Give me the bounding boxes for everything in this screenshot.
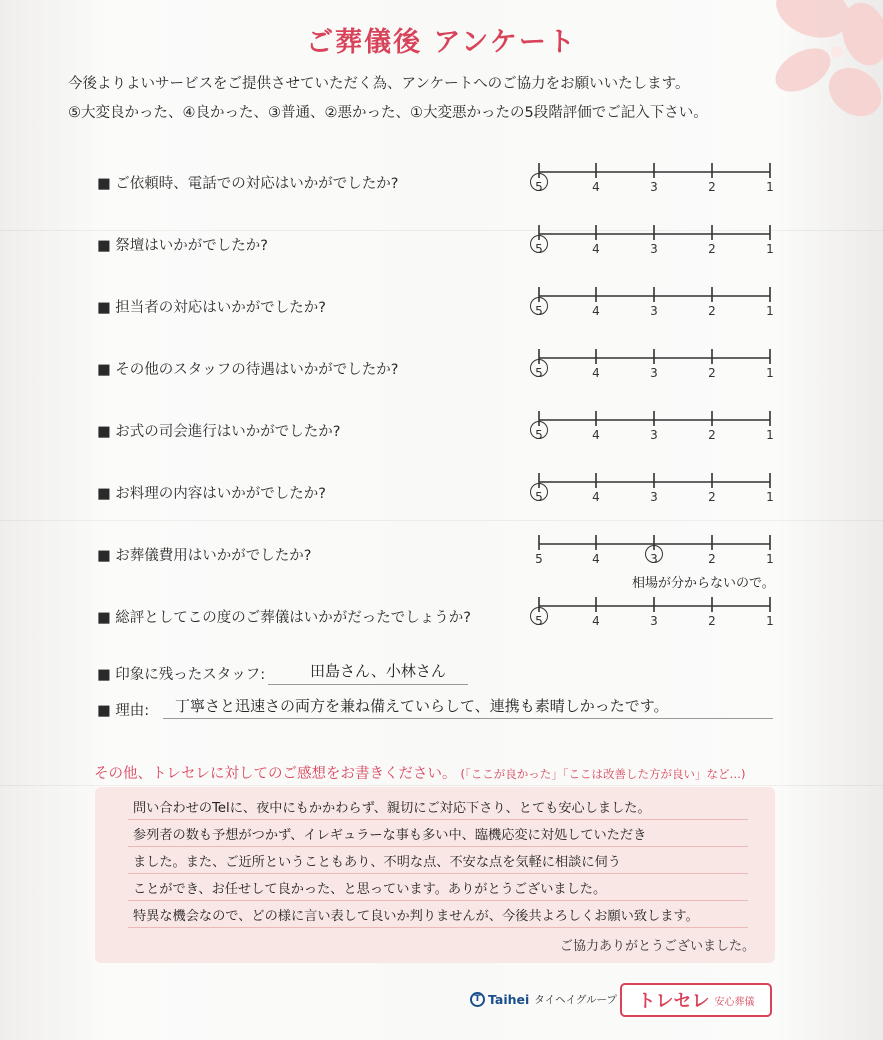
- scale-number: 3: [650, 428, 658, 442]
- taihei-group: タイヘイグループ: [534, 994, 618, 1006]
- selected-rating-circle: [530, 483, 548, 501]
- scale-number: 5: [535, 614, 543, 628]
- comments-heading-text: その他、トレセレに対してのご感想をお書きください。: [94, 766, 457, 782]
- comment-rule: [128, 873, 748, 874]
- rating-scale[interactable]: [525, 158, 785, 202]
- question-label: ■ 総評としてこの度のご葬儀はいかがだったでしょうか?: [97, 610, 472, 626]
- scale-number: 3: [650, 490, 658, 504]
- staff-value[interactable]: 田島さん、小林さん: [310, 662, 446, 680]
- paper-fold: [0, 785, 883, 786]
- scale-number: 3: [650, 304, 658, 318]
- scale-number: 1: [766, 552, 774, 566]
- scale-number: 3: [650, 366, 658, 380]
- scale-line-graphic: [525, 220, 785, 242]
- scale-number: 5: [535, 366, 543, 380]
- comment-line: 問い合わせのTelに、夜中にもかかわらず、親切にご対応下さり、とても安心しました。: [133, 801, 651, 816]
- question-label: ■ お料理の内容はいかがでしたか?: [97, 486, 327, 502]
- staff-label: ■ 印象に残ったスタッフ:: [97, 667, 266, 683]
- scale-number: 1: [766, 242, 774, 256]
- scale-line-graphic: [525, 468, 785, 490]
- scale-number: 3: [650, 242, 658, 256]
- scale-number: 3: [650, 180, 658, 194]
- scale-number: 2: [708, 304, 716, 318]
- scale-number: 5: [535, 180, 543, 194]
- comment-line: 参列者の数も予想がつかず、イレギュラーな事も多い中、臨機応変に対処していただき: [133, 828, 647, 843]
- scale-number: 2: [708, 180, 716, 194]
- comments-subheading: (「ここが良かった」「ここは改善した方が良い」など…): [460, 767, 746, 781]
- scale-number: 5: [535, 428, 543, 442]
- comment-rule: [128, 819, 748, 820]
- scale-number: 4: [592, 552, 600, 566]
- scale-number: 4: [592, 490, 600, 504]
- page-title: ご葬儀後 アンケート: [306, 27, 577, 58]
- selected-rating-circle: [530, 421, 548, 439]
- scale-number: 4: [592, 614, 600, 628]
- rating-scale[interactable]: [525, 468, 785, 512]
- reason-value[interactable]: 丁寧さと迅速さの両方を兼ね備えていらして、連携も素晴しかったです。: [175, 697, 669, 715]
- selected-rating-circle: [530, 235, 548, 253]
- scale-number: 5: [535, 490, 543, 504]
- scale-number: 1: [766, 490, 774, 504]
- scale-number: 3: [650, 614, 658, 628]
- comment-rule: [128, 927, 748, 928]
- scale-line-graphic: [525, 282, 785, 304]
- scale-number: 2: [708, 552, 716, 566]
- scale-number: 5: [535, 552, 543, 566]
- rating-scale[interactable]: [525, 344, 785, 388]
- thanks-text: ご協力ありがとうございました。: [560, 939, 756, 954]
- scale-number: 4: [592, 428, 600, 442]
- scale-number: 1: [766, 180, 774, 194]
- scale-number: 1: [766, 366, 774, 380]
- scale-line-graphic: [525, 344, 785, 366]
- scale-number: 3: [650, 552, 658, 566]
- question-label: ■ お葬儀費用はいかがでしたか?: [97, 548, 312, 564]
- question-label: ■ お式の司会進行はいかがでしたか?: [97, 424, 341, 440]
- scale-number: 2: [708, 490, 716, 504]
- scale-number: 2: [708, 428, 716, 442]
- rating-scale[interactable]: [525, 592, 785, 636]
- question-label: ■ その他のスタッフの待遇はいかがでしたか?: [97, 362, 399, 378]
- scale-number: 1: [766, 614, 774, 628]
- rating-scale[interactable]: [525, 406, 785, 450]
- scale-number: 4: [592, 180, 600, 194]
- scale-number: 1: [766, 304, 774, 318]
- scale-number: 4: [592, 366, 600, 380]
- intro-text: 今後よりよいサービスをご提供させていただく為、アンケートへのご協力をお願いいたします。: [68, 76, 690, 92]
- scale-line-graphic: [525, 158, 785, 180]
- comments-heading: [94, 762, 745, 783]
- selected-rating-circle: [645, 545, 663, 563]
- rating-scale[interactable]: [525, 530, 785, 574]
- scale-line-graphic: [525, 406, 785, 428]
- scale-number: 5: [535, 304, 543, 318]
- comment-rule: [128, 900, 748, 901]
- taihei-mark-icon: T: [470, 992, 485, 1007]
- torecere-tagline: 安心葬儀: [714, 996, 755, 1008]
- selected-rating-circle: [530, 359, 548, 377]
- scale-number: 2: [708, 614, 716, 628]
- comment-line: ました。また、ご近所ということもあり、不明な点、不安な点を気軽に相談に伺う: [133, 855, 621, 870]
- selected-rating-circle: [530, 297, 548, 315]
- comment-rule: [128, 846, 748, 847]
- scale-number: 2: [708, 366, 716, 380]
- taihei-logo: [470, 992, 617, 1007]
- question-label: ■ 担当者の対応はいかがでしたか?: [97, 300, 327, 316]
- taihei-name: Taihei: [488, 992, 530, 1007]
- rating-instructions: ⑤大変良かった、④良かった、③普通、②悪かった、①大変悪かったの5段階評価でご記入下さい。: [68, 105, 708, 121]
- question-label: ■ ご依頼時、電話での対応はいかがでしたか?: [97, 176, 399, 192]
- reason-label: ■ 理由:: [97, 703, 150, 719]
- rating-note: 相場が分からないので。: [632, 576, 775, 591]
- scale-number: 5: [535, 242, 543, 256]
- question-label: ■ 祭壇はいかがでしたか?: [97, 238, 269, 254]
- scale-number: 4: [592, 242, 600, 256]
- paper-fold: [0, 520, 883, 521]
- reason-underline: [163, 718, 773, 719]
- selected-rating-circle: [530, 173, 548, 191]
- scale-line-graphic: [525, 592, 785, 614]
- torecere-brand: トレセレ: [637, 991, 710, 1012]
- selected-rating-circle: [530, 607, 548, 625]
- comment-line: ことができ、お任せして良かった、と思っています。ありがとうございました。: [133, 882, 607, 897]
- scale-number: 4: [592, 304, 600, 318]
- scale-number: 2: [708, 242, 716, 256]
- rating-scale[interactable]: [525, 282, 785, 326]
- comment-line: 特異な機会なので、どの様に言い表して良いか判りませんが、今後共よろしくお願い致します。: [133, 909, 699, 924]
- rating-scale[interactable]: [525, 220, 785, 264]
- staff-underline: [268, 684, 468, 685]
- torecere-logo: [620, 983, 772, 1017]
- scale-number: 1: [766, 428, 774, 442]
